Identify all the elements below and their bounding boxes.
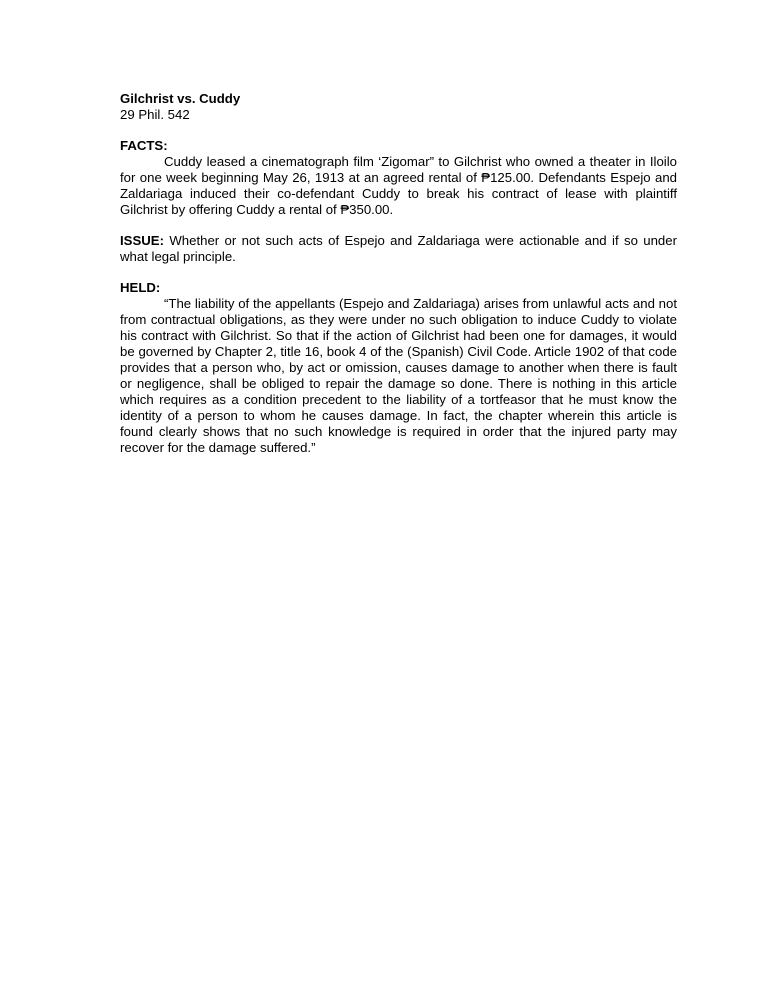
held-paragraph: “The liability of the appellants (Espejo and Zaldariaga) arises from unlawful acts and not from contractual obligations, as they were under no such obligation to induce Cuddy to violate his contract with Gilchrist. So that if the action of Gilchrist had been one for damages, it would be governed by Chapter 2, title 16, book 4 of the (Spanish) Civil Code. Article 1902 of that code provides that a person who, by act or omission, causes damage to another when there is fault or negligence, shall be obliged to repair the damage so done. There is nothing in this article which requires as a condition precedent to the liability of a tortfeasor that he must know the identity of a person to whom he causes damage. In fact, the chapter wherein this article is found clearly shows that no such knowledge is required in order that the injured party may recover for the damage suffered.”: [120, 296, 677, 455]
case-citation: 29 Phil. 542: [120, 107, 190, 122]
issue-paragraph: [120, 233, 677, 265]
issue-text: Whether or not such acts of Espejo and Zaldariaga were actionable and if so under what legal principle.: [120, 233, 677, 264]
issue-label: ISSUE:: [120, 233, 164, 248]
facts-heading: FACTS:: [120, 138, 168, 153]
held-heading: HELD:: [120, 280, 161, 295]
document-page: [120, 91, 677, 471]
case-title: Gilchrist vs. Cuddy: [120, 91, 241, 106]
facts-paragraph: Cuddy leased a cinematograph film ‘Zigomar” to Gilchrist who owned a theater in Iloilo for one week beginning May 26, 1913 at an agreed rental of ₱125.00. Defendants Espejo and Zaldariaga induced their co-defendant Cuddy to break his contract of lease with plaintiff Gilchrist by offering Cuddy a rental of ₱350.00.: [120, 154, 677, 217]
